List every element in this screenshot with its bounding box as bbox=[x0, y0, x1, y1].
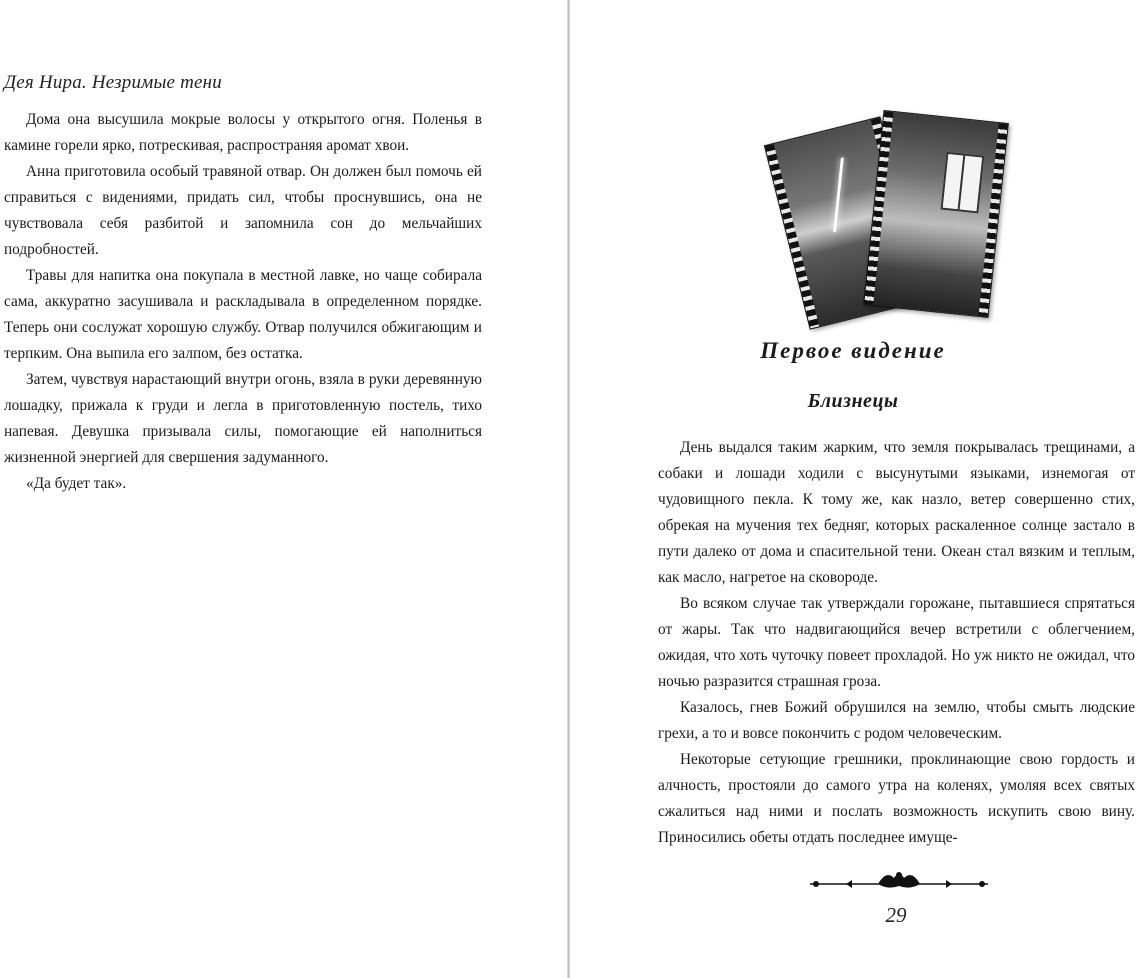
paragraph: Затем, чувствуя нарастающий внутри огонь, взяла в руки деревянную лошадку, прижала к груди и легла в приготовленную постель, тихо напевая. Девушка призывала силы, помогающие ей наполниться жизненной энергией для свершения задуманного. bbox=[4, 371, 482, 466]
paragraph: День выдался таким жарким, что земля покрывалась трещинами, а собаки и лошади ходили с высунутыми языками, изнемогая от чудовищного пекла. К тому же, как назло, ветер совершенно стих, обрекая на мучения тех бедняг, которых раскаленное солнце застало в пути далеко от дома и спасительной тени. Океан стал вязким и теплым, как масло, нагретое на сковороде. bbox=[658, 439, 1135, 586]
paragraph: «Да будет так». bbox=[26, 475, 127, 492]
floral-divider-icon bbox=[806, 870, 992, 894]
running-head: Дея Нира. Незримые тени bbox=[4, 72, 222, 93]
chapter-title: Первое видение bbox=[760, 338, 946, 363]
paragraph: Некоторые сетующие грешники, проклинающие свою гордость и алчность, простояли до самого утра на коленях, умоляя всех святых сжалиться над ними и послать возможность искупить свою вину. Приносились обеты отдать последнее имуще- bbox=[658, 751, 1135, 846]
window-icon bbox=[941, 152, 985, 214]
chapter-illustration bbox=[775, 108, 1010, 330]
paragraph: Во всяком случае так утверждали горожане, пытавшиеся спрятаться от жары. Так что надвигающийся вечер встретили с облегчением, ожидая, что хоть чуточку повеет прохладой. Но уж никто не ожидал, что ночью разразится страшная гроза. bbox=[658, 595, 1135, 690]
page-number: 29 bbox=[885, 903, 907, 927]
paragraph: Дома она высушила мокрые волосы у открытого огня. Поленья в камине горели ярко, потрескивая, распространяя аромат хвои. bbox=[4, 111, 482, 154]
right-page bbox=[570, 0, 1136, 978]
paragraph: Анна приготовила особый травяной отвар. Он должен был помочь ей справиться с видениями, придать сил, чтобы проснувшись, она не чувствовала себя разбитой и запомнила сон до мельчайших подробностей. bbox=[4, 163, 482, 258]
paragraph: Казалось, гнев Божий обрушился на землю, чтобы смыть людские грехи, а то и вовсе покончить с родом человеческим. bbox=[658, 699, 1135, 742]
chapter-subtitle: Близнецы bbox=[807, 390, 899, 412]
film-sprockets bbox=[765, 144, 819, 329]
paragraph: Травы для напитка она покупала в местной лавке, но чаще собирала сама, аккуратно засушивала и раскладывала в определенном порядке. Теперь они сослужат хорошую службу. Отвар получился обжигающим и терпким. Она выпила его залпом, без остатка. bbox=[4, 267, 482, 362]
room-photo bbox=[863, 110, 1009, 318]
film-sprockets bbox=[979, 123, 1008, 317]
right-text-block bbox=[658, 435, 1135, 851]
left-text-block bbox=[4, 107, 482, 497]
lightning-icon bbox=[833, 157, 844, 232]
